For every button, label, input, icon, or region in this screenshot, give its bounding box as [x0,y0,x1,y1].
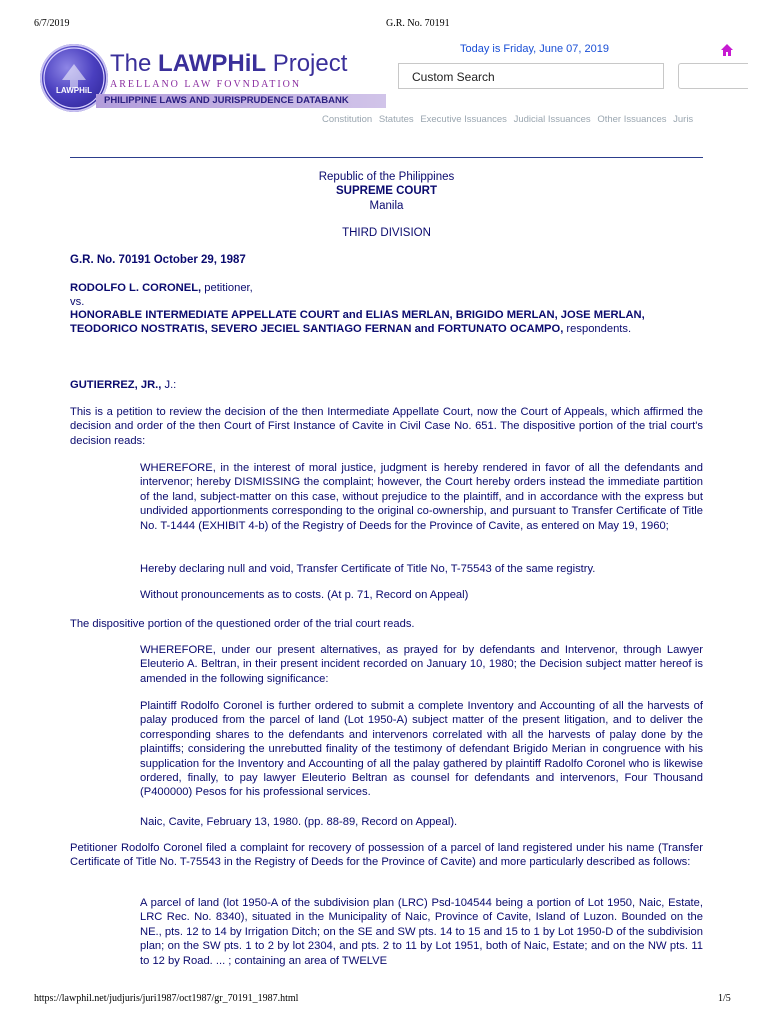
nav-item-constitution[interactable]: Constitution [322,114,373,125]
print-title: G.R. No. 70191 [386,18,450,29]
search-button[interactable] [678,63,748,89]
nav-item-executive-issuances[interactable]: Executive Issuances [420,114,507,125]
ponente-role: J.: [161,379,177,391]
versus: vs. [70,296,85,308]
petitioner-role: petitioner, [201,282,253,294]
site-logo[interactable] [40,38,360,110]
print-date: 6/7/2019 [34,18,70,29]
quote-5: Plaintiff Rodolfo Coronel is further ordered to submit a complete Inventory and Accounting of all the harvests of palay produced from the parcel of land (Lot 1950-A) subject matter of the present litigation, and to deliver the corresponding shares to the defendants and intervenors correlated with all the harvests of palay done by the plaintiffs; considering the unrebutted finality of the testimony of defendant Brigido Merian in congruence with his supplication for the Inventory and Accounting of all the palay gathered by plaintiff Radolfo Coronel who is likewise ordered, finally, to pay lawyer Eleuterio Beltran as counsel for defendants and intervenors, Four Thousand (P400000) Pesos for his professional services. [140,700,703,799]
search-placeholder: Custom Search [412,70,495,84]
paragraph-3: Petitioner Rodolfo Coronel filed a complaint for recovery of possession of a parcel of land registered under his name (Transfer Certificate of Title No. T-75543 in the Registry of Deeds for the Province of Cavite) and more particularly described as follows: [70,842,703,869]
logo-title [110,50,347,78]
quote-6: Naic, Cavite, February 13, 1980. (pp. 88-89, Record on Appeal). [140,816,458,828]
heading-division: THIRD DIVISION [342,227,431,239]
heading-city: Manila [369,200,404,212]
header-divider [70,157,703,158]
respondents-names: HONORABLE INTERMEDIATE APPELLATE COURT and ELIAS MERLAN, BRIGIDO MERLAN, JOSE MERLAN, TEODORICO NOSTRATIS, SEVERO JECIEL SANTIAGO FERNAN and FORTUNATO OCAMPO, [70,309,645,336]
logo-title-suffix: Project [266,50,348,77]
heading-republic: Republic of the Philippines [318,171,455,183]
home-icon[interactable] [720,43,734,57]
ponente-name: GUTIERREZ, JR., [70,379,162,391]
nav-item-other-issuances[interactable]: Other Issuances [597,114,667,125]
petitioner-line [70,281,703,295]
seal-label: LAWPHiL [56,86,92,95]
petitioner-name: RODOLFO L. CORONEL, [70,282,202,294]
nav-item-statutes[interactable]: Statutes [378,114,414,125]
quote-4: WHEREFORE, under our present alternatives, as prayed for by defendants and Intervenor, through Lawyer Eleuterio A. Beltran, in their present incident recorded on January 10, 1980; the Decision subject matter hereof is amended in the following significance: [140,644,703,685]
logo-title-brand: LAWPHiL [158,50,267,77]
nav-item-jurisprudence[interactable]: Juris [673,114,694,125]
print-url: https://lawphil.net/judjuris/juri1987/oct1987/gr_70191_1987.html [34,993,299,1004]
respondents-line [70,308,703,337]
quote-3: Without pronouncements as to costs. (At p. 71, Record on Appeal) [140,589,469,601]
logo-tagline-band [96,94,386,108]
search-input[interactable] [398,63,664,89]
nav-item-judicial-issuances[interactable]: Judicial Issuances [513,114,591,125]
respondents-role: respondents. [563,323,632,336]
print-page-number: 1/5 [718,993,731,1004]
logo-title-prefix: The [110,50,159,77]
logo-tagline: PHILIPPINE LAWS AND JURISPRUDENCE DATABANK [104,95,349,106]
ponente-line [70,378,703,392]
top-nav [322,114,768,128]
quote-1: WHEREFORE, in the interest of moral justice, judgment is hereby rendered in favor of all the defendants and intervenor; hereby DISMISSING the complaint; however, the Court hereby orders instead the immediate partition of the land, subject-matter on this case, without prejudice to the plaintiff, and in accordance with the express but undivided apportionments corresponding to the original co-ownership, and pursuant to Transfer Certificate of Title No. T-1444 (EXHIBIT 4-b) of the Registry of Deeds for the Province of Cavite, as entered on May 19, 1960; [140,462,703,532]
today-date: Today is Friday, June 07, 2019 [460,43,609,55]
logo-subtitle: ARELLANO LAW FOVNDATION [110,79,302,90]
quote-7: A parcel of land (lot 1950-A of the subdivision plan (LRC) Psd-104544 being a portion of Lot 1950, Naic, Estate, LRC Rec. No. 8340), situated in the Municipality of Naic, Province of Cavite, Island of Luzon. Bounded on the NE., pts. 12 to 14 by Irrigation Ditch; on the SE and SW pts. 14 to 15 and 15 to 1 by Lot 1950-D of the subdivision plan; on the SW pts. 1 to 2 by lot 2304, and pts. 2 to 11 by Lot 1951, both of Naic, Estate; and on the NW pts. 11 to 12 by Road. ... ; containing an area of TWELVE [140,897,703,967]
paragraph-2: The dispositive portion of the questioned order of the trial court reads. [70,618,415,630]
heading-court: SUPREME COURT [336,185,437,197]
paragraph-1: This is a petition to review the decision of the then Intermediate Appellate Court, now the Court of Appeals, which affirmed the decision and order of the then Court of First Instance of Cavite in Civil Case No. 651. The dispositive portion of the trial court's decision reads: [70,406,703,447]
quote-2: Hereby declaring null and void, Transfer Certificate of Title No, T-75543 of the same registry. [140,563,596,575]
case-number: G.R. No. 70191 October 29, 1987 [70,254,246,266]
